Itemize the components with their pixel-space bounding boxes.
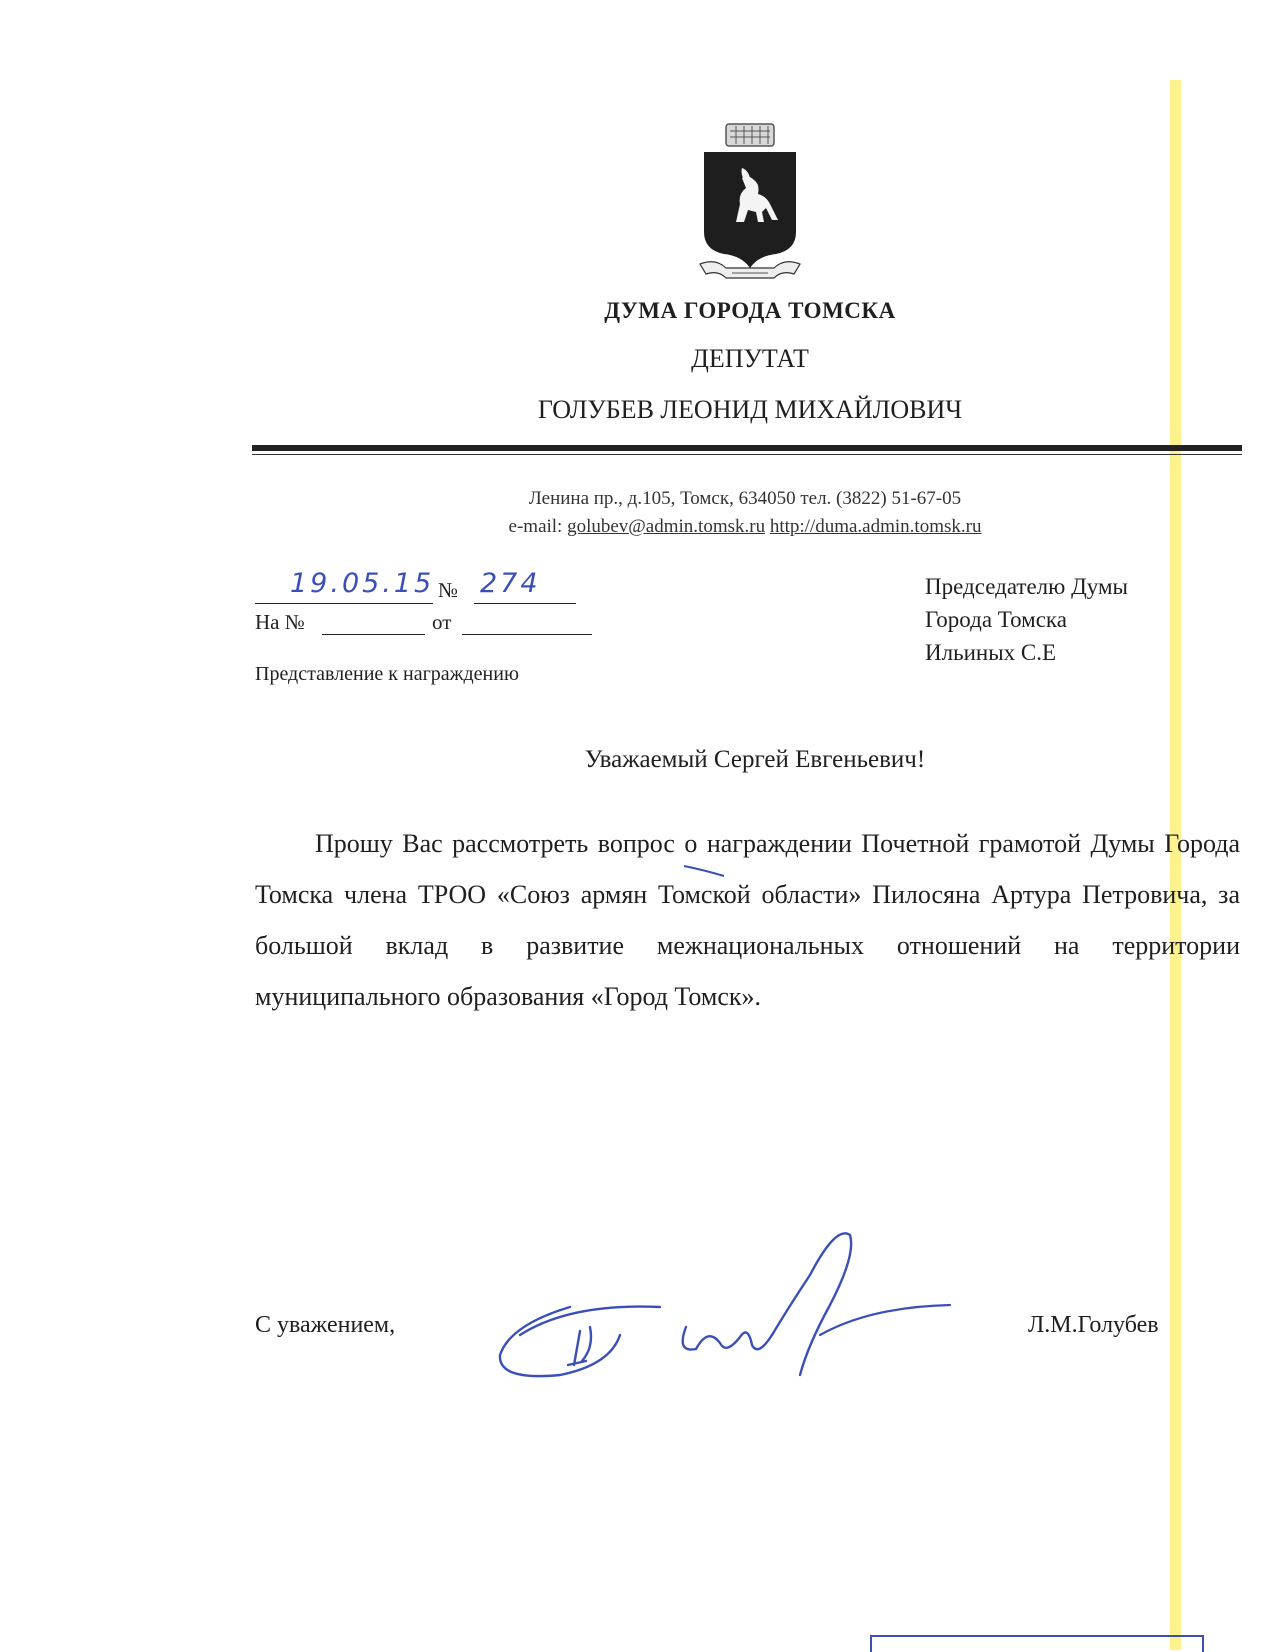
pen-mark <box>680 860 740 880</box>
date-underline <box>255 603 433 604</box>
letter-subject: Представление к награждению <box>255 663 519 685</box>
closing-phrase: С уважением, <box>255 1312 396 1338</box>
salutation: Уважаемый Сергей Евгеньевич! <box>584 746 926 773</box>
email-label: e-mail: <box>508 516 563 537</box>
addressee-block <box>925 570 1128 669</box>
number-sign: № <box>438 578 459 602</box>
signer-name: Л.М.Голубев <box>1028 1312 1159 1338</box>
email-link[interactable]: golubev@admin.tomsk.ru <box>567 516 766 537</box>
handwritten-date: 19.05.15 <box>290 568 435 599</box>
registration-stamp-edge <box>870 1635 1204 1652</box>
sender-name: ГОЛУБЕВ ЛЕОНИД МИХАЙЛОВИЧ <box>537 395 963 424</box>
header-divider-thin <box>252 454 1242 455</box>
contact-line <box>440 516 1050 538</box>
handwritten-signature <box>490 1215 970 1385</box>
tomsk-coat-of-arms-icon <box>696 122 804 284</box>
number-underline <box>474 603 576 604</box>
addressee-line: Председателю Думы <box>925 574 1128 599</box>
addressee-line: Города Томска <box>925 607 1067 632</box>
postal-address: Ленина пр., д.105, Томск, 634050 тел. (3822) 51-67-05 <box>528 488 962 509</box>
reply-number-label: На № <box>255 610 305 634</box>
reply-number-blank <box>322 634 425 635</box>
organization-name: ДУМА ГОРОДА ТОМСКА <box>604 298 896 323</box>
handwritten-number: 274 <box>480 568 541 599</box>
reply-date-blank <box>462 634 592 635</box>
reply-from-label: от <box>432 610 452 634</box>
letter-body: Прошу Вас рассмотреть вопрос о награждении Почетной грамотой Думы Города Томска члена ТРОО «Союз армян Томской области» Пилосяна Артура Петровича, за большой вклад в развитие межнациональных отношений на территории муниципального образования «Город Томск». <box>255 829 1240 1011</box>
sender-role: ДЕПУТАТ <box>691 344 809 373</box>
addressee-line: Ильиных С.Е <box>925 640 1057 665</box>
website-link[interactable]: http://duma.admin.tomsk.ru <box>769 516 982 537</box>
header-divider-thick <box>252 445 1242 451</box>
